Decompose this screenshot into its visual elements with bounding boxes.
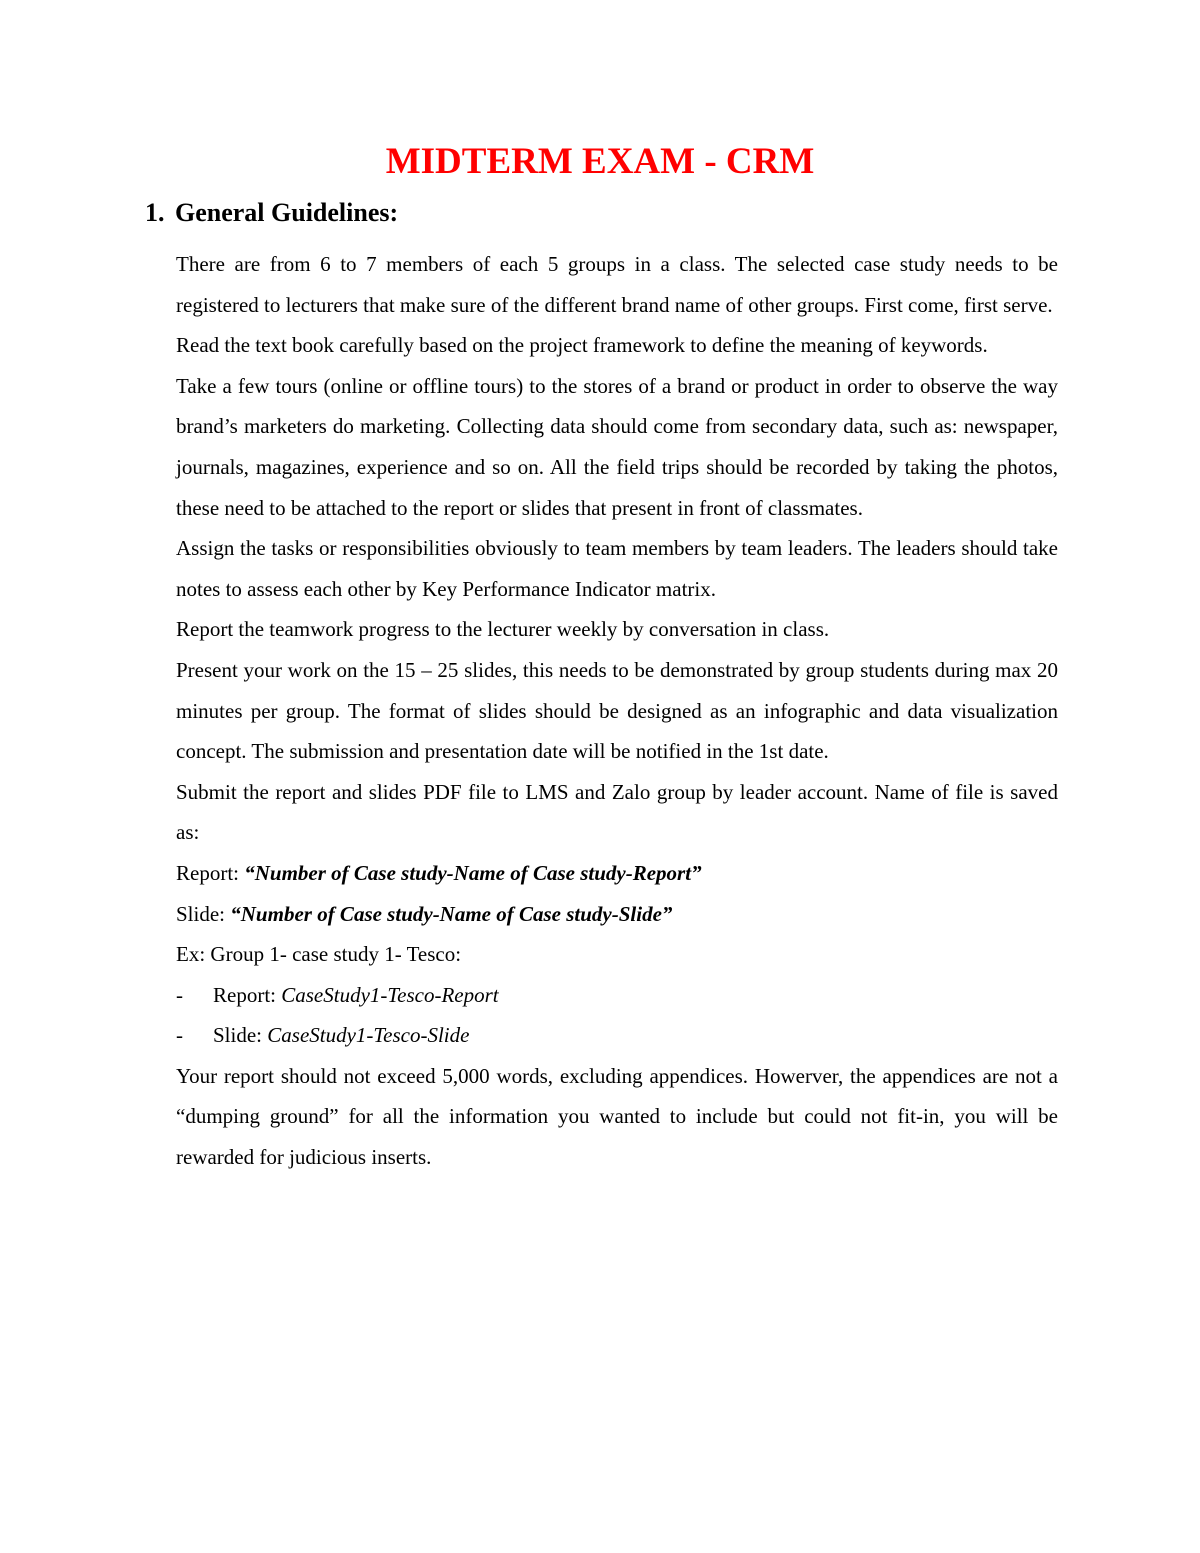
- section-heading: [145, 196, 398, 230]
- paragraph-present: Present your work on the 15 – 25 slides, this needs to be demonstrated by group students during max 20 minutes per group. The format of slides should be designed as an infographic and data visualization concept. The submission and presentation date will be notified in the 1st date.: [176, 657, 1058, 764]
- section-heading-text: General Guidelines:: [175, 198, 399, 227]
- paragraph-groups: There are from 6 to 7 members of each 5 groups in a class. The selected case study needs to be registered to lecturers that make sure of the different brand name of other groups. First come, first serve.: [176, 252, 1058, 317]
- section-number: 1.: [145, 198, 165, 227]
- section-body: [176, 244, 1058, 1178]
- slide-naming-line: [176, 894, 1058, 935]
- list-dash: -: [176, 1023, 183, 1048]
- list-item-label: Report:: [213, 982, 282, 1007]
- paragraph-textbook: Read the text book carefully based on the project framework to define the meaning of keywords.: [176, 333, 988, 358]
- slide-label: Slide:: [176, 901, 231, 926]
- paragraph-tours: Take a few tours (online or offline tours) to the stores of a brand or product in order to observe the way brand’s marketers do marketing. Collecting data should come from secondary data, such as: newspaper, journals, magazines, experience and so on. All the field trips should be recorded by taking the photos, these need to be attached to the report or slides that present in front of classmates.: [176, 373, 1058, 520]
- list-item-label: Slide:: [213, 1023, 268, 1048]
- paragraph-progress: Report the teamwork progress to the lecturer weekly by conversation in class.: [176, 617, 830, 642]
- list-item-value: CaseStudy1-Tesco-Report: [281, 982, 499, 1007]
- list-item: [176, 975, 1058, 1016]
- paragraph-word-limit: Your report should not exceed 5,000 words, excluding appendices. Howerver, the appendices are not a “dumping ground” for all the information you wanted to include but could not fit-in, you will be rewarded for judicious inserts.: [176, 1063, 1058, 1170]
- page-title: MIDTERM EXAM - CRM: [385, 141, 815, 182]
- list-dash: -: [176, 982, 183, 1007]
- paragraph-submit: Submit the report and slides PDF file to LMS and Zalo group by leader account. Name of file is saved as:: [176, 779, 1058, 845]
- paragraph-tasks: Assign the tasks or responsibilities obviously to team members by team leaders. The leaders should take notes to assess each other by Key Performance Indicator matrix.: [176, 536, 1058, 601]
- report-naming-line: [176, 853, 1058, 894]
- report-format: “Number of Case study-Name of Case study-Report”: [244, 860, 702, 885]
- list-item-value: CaseStudy1-Tesco-Slide: [267, 1023, 470, 1048]
- slide-format: “Number of Case study-Name of Case study-Slide”: [230, 901, 673, 926]
- example-line: Ex: Group 1- case study 1- Tesco:: [176, 942, 462, 967]
- list-item: [176, 1015, 1058, 1056]
- report-label: Report:: [176, 860, 245, 885]
